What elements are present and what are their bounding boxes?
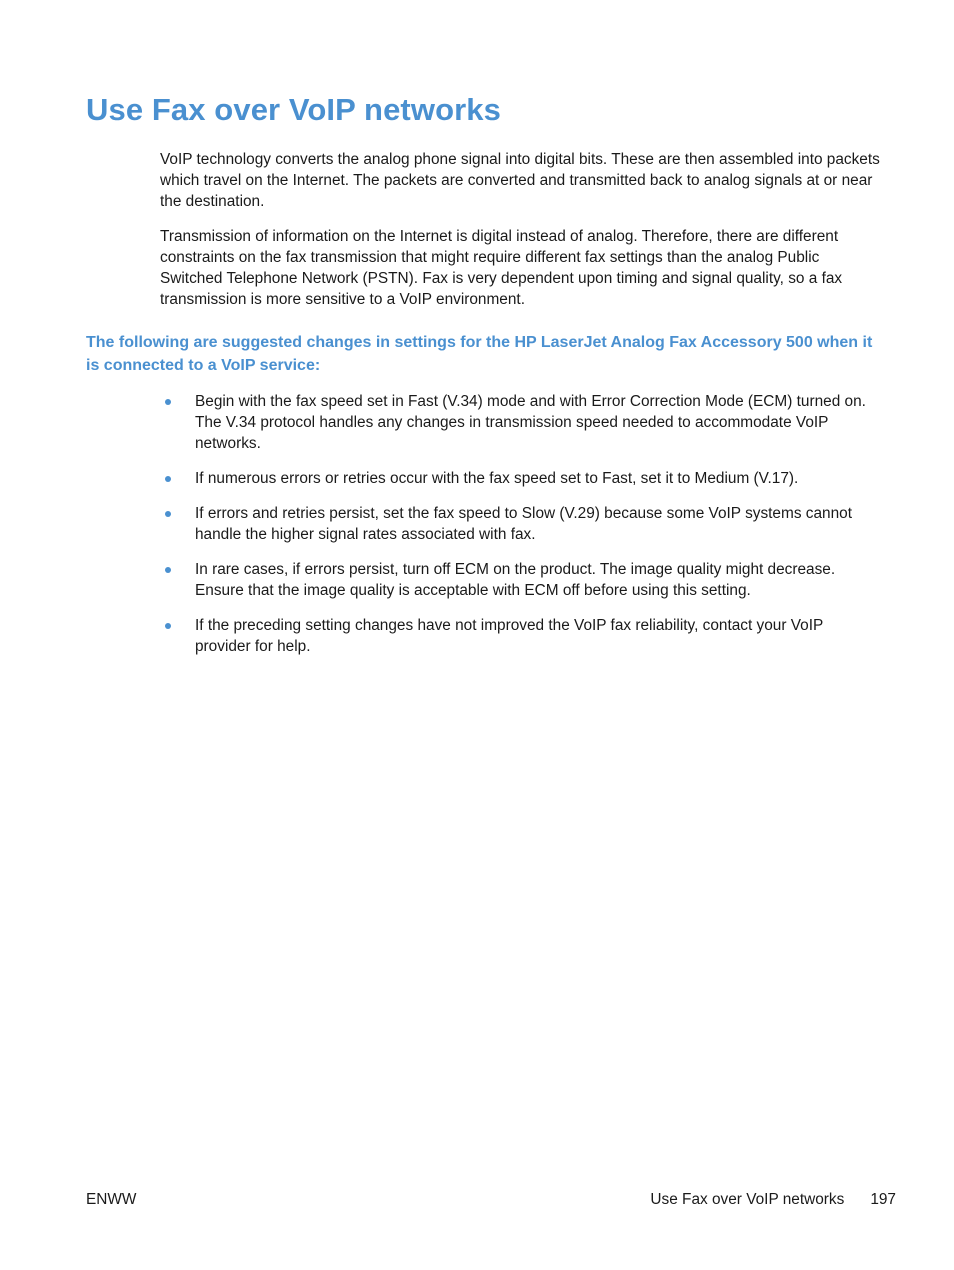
list-item	[160, 468, 880, 489]
page-title: Use Fax over VoIP networks	[86, 92, 501, 127]
constraints-paragraph: Transmission of information on the Internet is digital instead of analog. Therefore, there are different constraints on the fax transmission that might require different fax settings than the analog Public Switched Telephone Network (PSTN). Fax is very dependent upon timing and signal quality, so a fax transmission is more sensitive to a VoIP environment.	[160, 228, 843, 308]
footer-section-info	[650, 1189, 896, 1210]
list-item	[160, 615, 880, 657]
bullet-dot-icon	[165, 399, 171, 405]
footer-locale-code: ENWW	[86, 1191, 137, 1208]
bullet-dot-icon	[165, 476, 171, 482]
intro-paragraph: VoIP technology converts the analog phone signal into digital bits. These are then assembled into packets which travel on the Internet. The packets are converted and transmitted back to analog signals at or near the destination.	[160, 151, 880, 210]
footer-section-title: Use Fax over VoIP networks	[650, 1191, 845, 1208]
list-item	[160, 503, 880, 545]
section-subheading: The following are suggested changes in settings for the HP LaserJet Analog Fax Accessory 500 when it is connected to a VoIP service:	[86, 334, 873, 374]
settings-bullet-list	[160, 391, 880, 671]
list-item-text: If the preceding setting changes have not improved the VoIP fax reliability, contact your VoIP provider for help.	[195, 617, 823, 655]
list-item-text: Begin with the fax speed set in Fast (V.34) mode and with Error Correction Mode (ECM) turned on. The V.34 protocol handles any changes in transmission speed needed to accommodate VoIP networks.	[195, 393, 866, 452]
bullet-dot-icon	[165, 567, 171, 573]
list-item-text: If errors and retries persist, set the fax speed to Slow (V.29) because some VoIP systems cannot handle the higher signal rates associated with fax.	[195, 505, 852, 543]
page-number: 197	[870, 1191, 896, 1208]
list-item-text: If numerous errors or retries occur with the fax speed set to Fast, set it to Medium (V.17).	[195, 470, 799, 487]
list-item	[160, 559, 880, 601]
bullet-dot-icon	[165, 623, 171, 629]
list-item	[160, 391, 880, 454]
list-item-text: In rare cases, if errors persist, turn off ECM on the product. The image quality might decrease. Ensure that the image quality is acceptable with ECM off before using this setting.	[195, 561, 836, 599]
bullet-dot-icon	[165, 511, 171, 517]
